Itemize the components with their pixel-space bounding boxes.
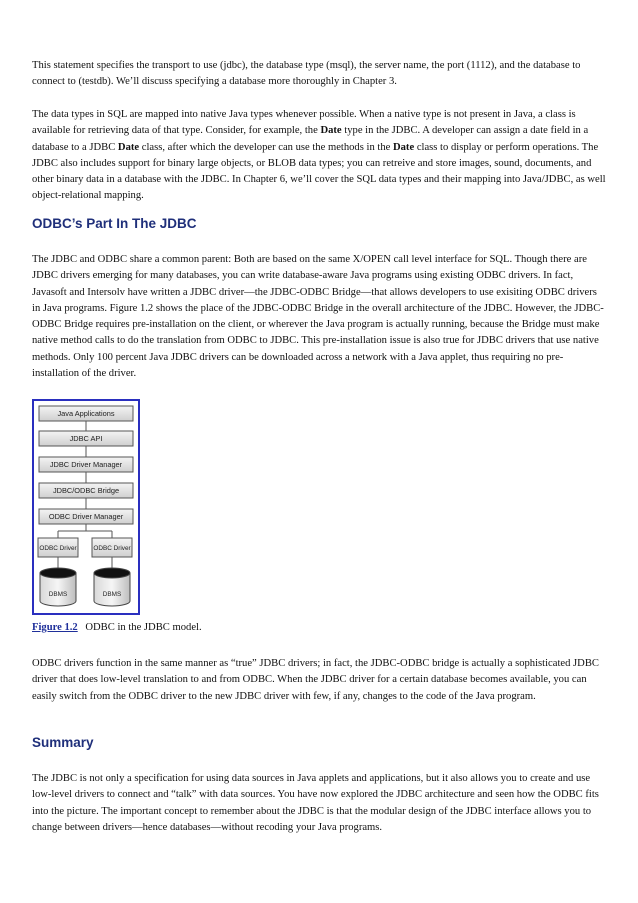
architecture-diagram [34,401,138,613]
svg-text:JDBC/ODBC Bridge: JDBC/ODBC Bridge [52,486,120,496]
box-odbc-driver-manager [39,509,133,524]
section-heading-odbc-part: ODBC’s Part In The JDBC [32,216,197,231]
svg-text:DBMS: DBMS [48,591,68,598]
box-odbc-driver-right [92,538,132,557]
paragraph-odbc-part: The JDBC and ODBC share a common parent: Both are based on the same X/OPEN call level interface for SQL. Though there are JDBC drivers emerging for many databases, you can write database-aware Java programs using existing ODBC drivers. In fact, Javasoft and Intersolv have written a JDBC driver—the JDBC-ODBC Bridge—that allows developers to use exisiting ODBC drivers in Java programs. Figure 1.2 shows the place of the JDBC-ODBC Bridge in the overall architecture of the JDBC. However, the JDBC-ODBC Bridge requires pre-installation on the client, or wherever the Java program is actually running, because the Bridge must make native method calls to do the translation from ODBC to JDBC. This pre-installation issue is also true for JDBC drivers that use native methods. Only 100 percent Java JDBC drivers can be downloaded across a network with a Java applet, thus requiring no pre-installation of the driver. [32,254,604,380]
figure-jdbc-model [32,399,140,615]
keyword-date: Date [117,141,140,153]
text-span: The data types in SQL are mapped into native Java types whenever possible. When a native type is not present in Java, a class is available for retrieving data of that type. Consider, for example, the [32,109,576,137]
figure-caption [32,620,202,636]
paragraph-connection-url: This statement specifies the transport to use (jdbc), the database type (msql), the server name, the port (1112), and the database to connect to (testdb). We’ll discuss specifying a database more thoroughly in Chapter 3. [32,60,581,88]
svg-text:Java Applications: Java Applications [57,409,115,419]
box-jdbc-odbc-bridge [39,483,133,498]
keyword-date: Date [392,141,415,153]
section-heading-summary: Summary [32,735,94,750]
box-jdbc-api [39,431,133,446]
keyword-date: Date [320,125,342,137]
paragraph-data-types [32,107,606,205]
text-span: type in the JDBC. A developer can assign a date field in a database to a JDBC [32,125,589,153]
paragraph-summary: The JDBC is not only a specification for using data sources in Java applets and applications, but it also allows you to create and use low-level drivers to connect and “talk” with data sources. You have now explored the JDBC architecture and seen how the ODBC fits into the picture. The important concept to remember about the JDBC is that the modular design of the JDBC interface allows you to change between drivers—hence databases—without recoding your Java programs. [32,773,599,833]
svg-text:ODBC Driver Manager: ODBC Driver Manager [48,512,124,522]
box-jdbc-driver-manager [39,457,133,472]
paragraph-odbc-drivers: ODBC drivers function in the same manner as “true” JDBC drivers; in fact, the JDBC-ODBC bridge is actually a sophisticated JDBC driver that does low-level translation to and from ODBC. When the JDBC driver for a certain database becomes available, you can easily switch from the ODBC driver to the new JDBC driver with few, if any, changes to the code of the Java program. [32,658,599,702]
svg-text:DBMS: DBMS [102,591,122,598]
svg-text:JDBC API: JDBC API [69,434,103,444]
svg-text:ODBC Driver: ODBC Driver [93,545,131,552]
database-cylinder-right [94,568,130,606]
svg-text:JDBC Driver Manager: JDBC Driver Manager [49,460,123,470]
svg-text:ODBC Driver: ODBC Driver [39,545,77,552]
figure-caption-link[interactable]: Figure 1.2 [32,622,78,633]
database-cylinder-left [40,568,76,606]
figure-caption-text: ODBC in the JDBC model. [85,622,202,633]
box-odbc-driver-left [38,538,78,557]
text-span: class, after which the developer can use the methods in the [139,141,393,153]
text-span: class to display or perform operations. The JDBC also includes support for binary large objects, or BLOB data types; you can retreive and store images, sound, documents, and other binary data in a database with the JDBC. In Chapter 6, we’ll cover the SQL data types and their mapping into Java/JDBC, as well object-relational mapping. [32,141,606,202]
box-java-applications [39,406,133,421]
